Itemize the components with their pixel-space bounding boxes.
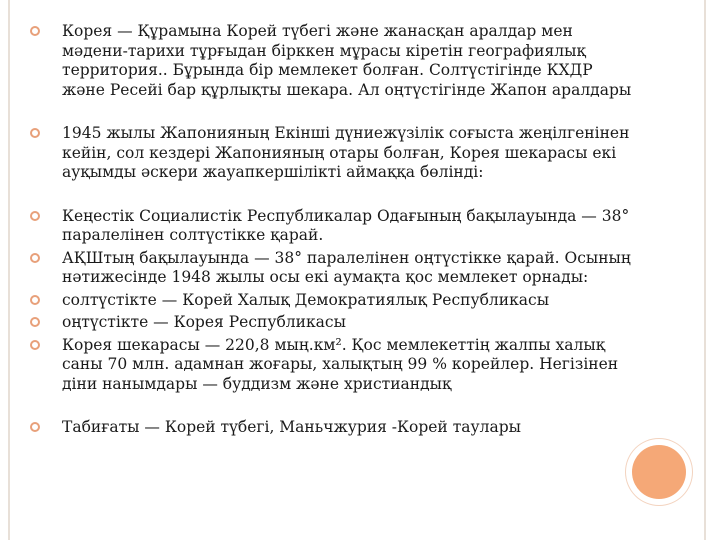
bullet-item [30, 313, 640, 333]
bullet-item [30, 22, 640, 100]
bullet-text: 1945 жылы Жапонияның Екінші дүниежүзілік соғыста жеңілгенінен кейін, сол кездері Жапонияның отары болған, Корея шекарасы екі ауқымды әскери жауапкершілікті аймаққа бөлінді: [62, 124, 630, 181]
bullet-icon [30, 128, 40, 138]
bullet-text: солтүстікте — Корей Халық Демократиялық Республикасы [62, 290, 550, 309]
orange-circle-decoration-icon [632, 445, 686, 499]
bullet-icon [30, 211, 40, 221]
bullet-text: Табиғаты — Корей түбегі, Маньчжурия -Корей таулары [62, 418, 521, 436]
bullet-icon [30, 253, 40, 263]
bullet-item [30, 336, 640, 395]
bullet-item [30, 418, 640, 438]
bullet-icon [30, 26, 40, 36]
bullet-icon [30, 340, 40, 350]
bullet-icon [30, 317, 40, 327]
bullet-icon [30, 295, 40, 305]
bullet-item [30, 249, 640, 288]
bullet-icon [30, 422, 40, 432]
bullet-text: Кеңестік Социалистік Республикалар Одағының бақылауында — 38° паралелінен солтүстікке қарай. [62, 206, 630, 244]
bullet-item [30, 207, 640, 246]
bullet-list [30, 22, 640, 438]
bullet-text: Корея шекарасы — 220,8 мың.км². Қос мемлекеттің жалпы халық саны 70 млн. адамнан жоғары, халықтың 99 % корейлер. Негізінен діни нанымдары — буддизм және христиандық [62, 335, 619, 393]
bullet-text: оңтүстікте — Корея Республикасы [62, 313, 346, 331]
bullet-item [30, 124, 640, 183]
bullet-text: АҚШтың бақылауында — 38° паралелінен оңтүстікке қарай. Осының нәтижесінде 1948 жылы осы екі аумақта қос мемлекет орнады: [62, 248, 631, 286]
bullet-item [30, 291, 640, 311]
bullet-text: Корея — Құрамына Корей түбегі және жанасқан аралдар мен мәдени-тарихи тұрғыдан бірккен мұрасы кіретін географиялық территория.. Бұрында бір мемлекет болған. Солтүстігінде КХДР және Ресейі бар құрлықты шекара. Ал оңтүстігінде Жапон аралдары [62, 22, 632, 99]
